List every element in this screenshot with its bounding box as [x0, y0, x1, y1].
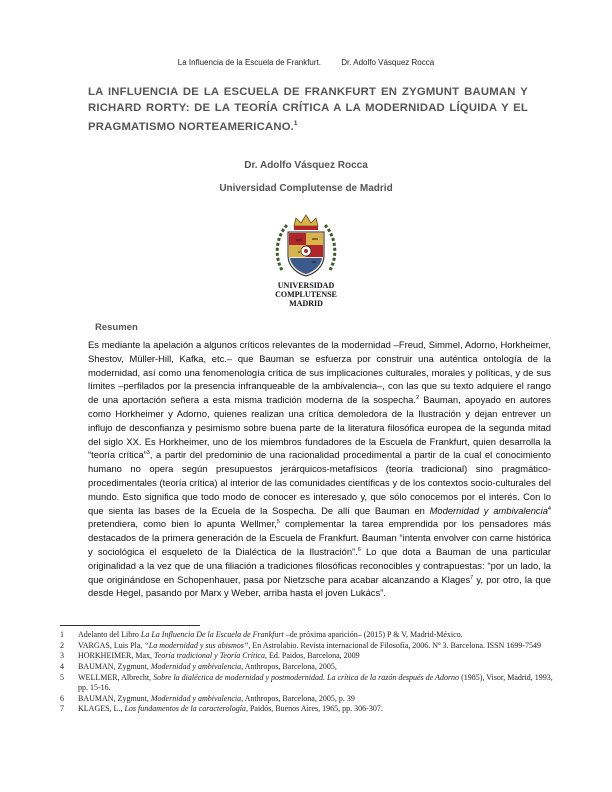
- title-footnote-mark[interactable]: 1: [294, 121, 298, 127]
- footnote-number: 4: [60, 662, 64, 672]
- logo-line-2: COMPLUTENSE: [275, 290, 337, 299]
- abstract-text-5: complementar la tarea emprendida por los pensadores más destacados de la primera generación de la Escuela de Frankfurt. Bauman “intenta envolver con carne histórica y sociológica el esqueleto de la Dialéctica de la Ilustración”.: [88, 518, 551, 557]
- abstract-body: [88, 338, 551, 600]
- abstract-text-6: Lo que dota a Bauman de una particular originalidad a la vez que de una filiación a tradiciones filosóficas reconocibles y contrapuestas: “por un lado, la que originándose en Schopenhauer, pasa por Nietzsche para acabar alcanzando a Klages: [88, 545, 551, 585]
- footnote-number: 5: [60, 672, 64, 682]
- footnote-text: BAUMAN, Zygmunt, Modernidad y ambivalencia, Anthropos, Barcelona, 2005, p. 39: [78, 693, 355, 703]
- abstract-text-7: y, por otro, la que desde Hegel, pasando por Marx y Weber, arriba hasta el joven Lukács”.: [88, 573, 551, 599]
- footnote: [60, 694, 560, 704]
- header-author: Dr. Adolfo Vásquez Rocca: [341, 58, 435, 67]
- logo-line-1: UNIVERSIDAD: [277, 281, 335, 290]
- footnote-number: 7: [60, 704, 64, 714]
- footnote-text: BAUMAN, Zygmunt, Modernidad y ambivalencia, Anthropos, Barcelona, 2005,: [78, 662, 337, 672]
- footnote-ref-6[interactable]: 6: [357, 546, 361, 553]
- abstract-text-1: Es mediante la apelación a algunos críticos relevantes de la modernidad –Freud, Simmel, Adorno, Horkheimer, Shestov, Müller-Hill, Kafka, etc.– que Bauman se esfuerza por construir una auténtica ontología de la modernidad, así como una fenomenología crítica de sus implicaciones culturales, morales y políticas, y de sus límites –perfilados por la presencia infranqueable de la ambivalencia–, con las que su texto adquiere el rango de una aportación señera a esta misma tradición moderna de la sospecha.: [88, 339, 551, 406]
- footnote-text: WELLMER, Albrecht, Sobre la dialéctica de modernidad y postmodernidad. La crítica de la razón después de Adorno (1985), Visor, Madrid, 1993, pp. 15-16.: [78, 672, 553, 693]
- abstract-text-4: pretendiera, como bien lo apunta Wellmer,: [88, 518, 277, 530]
- author-name: Dr. Adolfo Vásquez Rocca: [244, 160, 368, 171]
- footnote: [60, 641, 560, 651]
- footnote-ref-5[interactable]: 5: [276, 519, 280, 526]
- university-logo-caption: [262, 281, 350, 308]
- footnote-ref-2[interactable]: 2: [415, 395, 420, 402]
- abstract-heading: Resumen: [95, 322, 138, 333]
- footnote-text: HORKHEIMER, Max, Teoría tradicional y Teoría Crítica, Ed. Paidos, Barcelona, 2009: [78, 651, 360, 661]
- logo-line-3: MADRID: [289, 299, 323, 308]
- paper-title-text: LA INFLUENCIA DE LA ESCUELA DE FRANKFURT EN ZYGMUNT BAUMAN Y RICHARD RORTY: DE LA TEORÍA CRÍTICA A LA MODERNIDAD LÍQUIDA Y EL PRAGMATISMO NORTEAMERICANO.: [88, 86, 528, 133]
- abstract-text-2: Bauman, apoyado en autores como Horkheimer y Adorno, quienes realizan una crítica demoledora de la Ilustración y dejan entrever un influjo de desconfianza y pesimismo sobre buena parte de la literatura filosófica europea de la segunda mitad del siglo XX. Es Horkheimer, uno de los miembros fundadores de la Escuela de Frankfurt, quien desarrolla la “teoría crítica”: [88, 394, 551, 461]
- footnotes: [60, 630, 560, 715]
- footnote: [60, 704, 560, 714]
- footnote-ref-7[interactable]: 7: [470, 574, 474, 581]
- author-affiliation: Universidad Complutense de Madrid: [219, 183, 393, 194]
- footnote: [60, 630, 560, 640]
- footnote-separator: [60, 625, 200, 626]
- abstract-italic-title: Modernidad y ambivalencia: [429, 504, 548, 516]
- footnote-number: 6: [60, 693, 64, 703]
- footnote-number: 2: [60, 640, 64, 650]
- footnote: [60, 673, 560, 693]
- footnote-number: 3: [60, 651, 64, 661]
- footnote: [60, 662, 560, 672]
- running-header: [0, 58, 612, 67]
- footnote-text: KLAGES, L., Los fundamentos de la caracterología, Paidós, Buenos Aires, 1965, pp. 306-307.: [78, 704, 383, 714]
- paper-title: [88, 84, 528, 135]
- footnote-text: VARGAS, Luis Pla, “La modernidad y sus abismos”, En Astrolabio. Revista internacional de Filosofía, 2006. Nº 3. Barcelona. ISSN 1699-7549: [78, 640, 541, 650]
- footnote-number: 1: [60, 630, 64, 639]
- footnote-ref-3[interactable]: 3: [146, 450, 150, 457]
- abstract-text-3: , a partir del predominio de una racionalidad procedimental a partir de la cual el conocimiento humano no opera según presupuestos jerárquicos-metafísicos (teoría tradicional) sino pragmático-procedimentales (teoría crítica) al interior de las comunidades científicas y de los contextos socio-culturales del mundo. Esto significa que todo modo de conocer es interesado y, que sólo conocemos por el interés. Con lo que sienta las bases de la Ecuela de la Sospecha. De allí que Bauman en: [88, 449, 551, 516]
- header-title: La Influencia de la Escuela de Frankfurt.: [177, 58, 321, 67]
- footnote-ref-4[interactable]: 4: [547, 505, 551, 512]
- footnote: [60, 651, 560, 661]
- footnote-text: Adelanto del Libro La La Influencia De la Escuela de Frankfurt –de próxima aparición– (2015) P & V, Madrid-México.: [78, 630, 463, 639]
